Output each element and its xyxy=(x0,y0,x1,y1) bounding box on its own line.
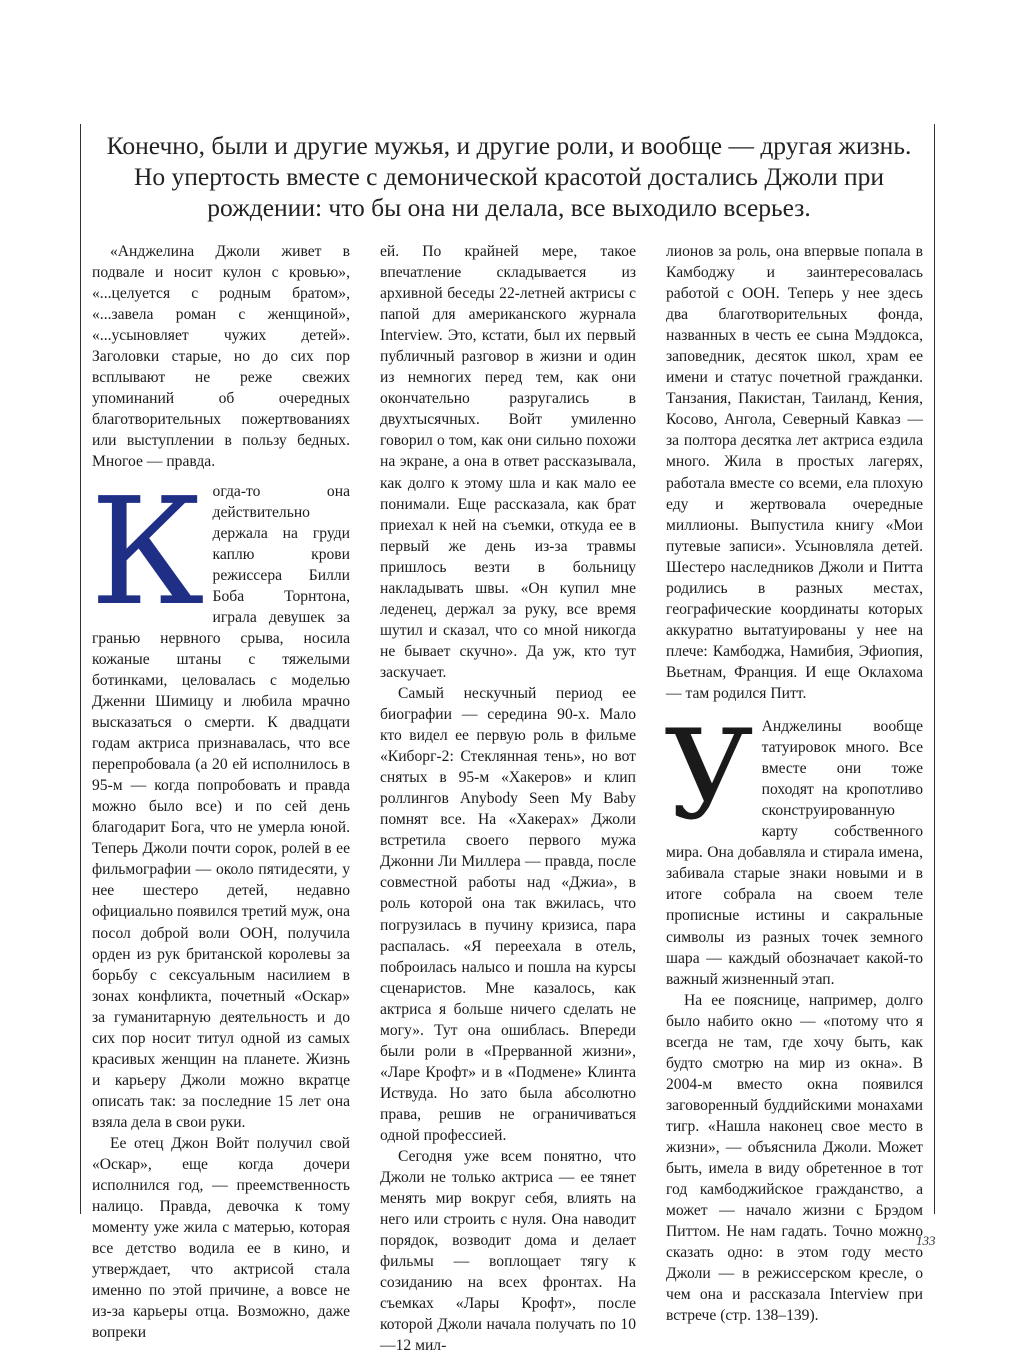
drop-cap: К xyxy=(90,465,205,638)
paragraph-with-drop-cap xyxy=(664,704,923,990)
paragraph: Сегодня уже всем понятно, что Джоли не только актриса — ее тянет менять мир вокруг себя, влиять на него или строить с нуля. Она наводит порядок, возводит дома и делает фильмы — воплощает тягу к созиданию на всех фронтах. На съемках «Лары Крофт», после которой Джоли начала получать по 10—12 мил- xyxy=(380,1148,636,1355)
paragraph-with-drop-cap xyxy=(90,465,350,1133)
drop-cap: У xyxy=(664,704,754,849)
paragraph: ей. По крайней мере, такое впечатление складывается из архивной беседы 22-летней актрисы с папой для американского журнала Interview. Это, кстати, был их первый публичный разговор в жизни и один из немногих перед тем, как они окончательно разругались в двухтысячных. Войт умиленно говорил о том, как они сильно похожи на экране, а она в ответ рассказывала, как долго к этому шла и как мало ее понимали. Еще рассказала, как брат приехал к ней на съемки, откуда ее в первый же день из-за травмы пришлось везти в больницу накладывать швы. «Он купил мне леденец, держал за руку, все время шутил и сказал, что со мной никогда не бывает скучно». Да уж, кто тут заскучает. xyxy=(380,243,636,681)
article-column-1 xyxy=(92,241,350,1343)
paragraph: Ее отец Джон Войт получил свой «Оскар», еще когда дочери исполнился год, — преемственность налицо. Правда, девочка к тому моменту уже жила с матерью, которая все детство водила ее в кино, и утверждает, что актрисой стала именно по этой причине, а вовсе не из-за карьеры отца. Возможно, даже вопреки xyxy=(92,1134,350,1342)
paragraph: На ее пояснице, например, долго было набито окно — «потому что я всегда не там, где хочу быть, как будто смотрю на мир из окна». В 2004-м вместо окна появился заговоренный буддийскими монахами тигр. «Нашла наконец свое место в жизни», — объяснила Джоли. Может быть, имела в виду обретенное в тот год камбоджийское гражданство, а может — начало жизни с Брэдом Питтом. Не нам гадать. Точно можно сказать одно: в этом году место Джоли — в режиссерском кресле, о чем она и рассказала Interview при встрече (стр. 138–139). xyxy=(666,991,923,1325)
paragraph: Самый нескучный период ее биографии — середина 90-х. Мало кто видел ее первую роль в фильме «Киборг-2: Стеклянная тень», но вот снятых в 95-м «Хакеров» и клип роллингов Anybody Seen My Baby помнят все. На «Хакерах» Джоли встретила своего первого мужа Джонни Ли Миллера — правда, после совместной работы над «Джиа», в роль которой она так вжилась, что погрузилась в пучину кризиса, пара распалась. «Я переехала в отель, поброилась налысо и пошла на курсы сценаристов. Мне казалось, как актриса я больше ничего сделать не могу». Тут она ошиблась. Впереди были роли в «Прерванной жизни», «Ларе Крофт» и в «Подмене» Клинта Иствуда. Но зато была абсолютно права, решив не ограничиваться одной профессией. xyxy=(380,684,636,1144)
pull-quote: Конечно, были и другие мужья, и другие роли, и вообще — другая жизнь. Но упертость вместе с демонической красотой достались Джоли при рождении: что бы она ни делала, все выходило всерьез. xyxy=(106,131,912,222)
paragraph-text: огда-то она действительно держала на груди каплю крови режиссера Билли Боба Торнтона, играла девушек за гранью нервного срыва, носила кожаные штаны с тяжелыми ботинками, целовалась с моделью Дженни Шимицу и любила мрачно высказаться о смерти. К двадцати годам актриса признавалась, что все перепробовала (а 20 ей исполнилось в 95-м — когда попробовать и правда можно было все) и по сей день благодарит Бога, что не умерла юной. Теперь Джоли почти сорок, ролей в ее фильмографии — около пятидесяти, у нее шестеро детей, недавно официально появился третий муж, она посол доброй воли ООН, получила орден из рук британской королевы за борьбу с сексуальным насилием в зонах конфликта, почетный «Оскар» за гуманитарную деятельность и до сих пор носит титул одной из самых красивых женщин на планете. Жизнь и карьеру Джоли можно вкратце описать так: за последние 15 лет она взяла дела в свои руки. xyxy=(92,482,350,1131)
left-column-rule xyxy=(80,124,81,1214)
paragraph: «Анджелина Джоли живет в подвале и носит кулон с кровью», «...целуется с родным братом», «...завела роман с женщиной», «...усыновляет чужих детей». Заголовки старые, но до сих пор всплывают не реже свежих упоминаний об очередных благотворительных пожертвованиях или выступлении в пользу бедных. Многое — правда. xyxy=(92,243,350,471)
article-column-2 xyxy=(380,241,636,1356)
paragraph: лионов за роль, она впервые попала в Камбоджу и заинтересовалась работой с ООН. Теперь у нее здесь два благотворительных фонда, названных в честь ее сына Мэддокса, заповедник, десяток школ, храм ее имени и статус почетной гражданки. Танзания, Пакистан, Таиланд, Кения, Косово, Ангола, Северный Кавказ — за полтора десятка лет актриса ездила много. Жила в простых лагерях, работала вместе со всеми, ела плохую еду и жертвовала очередные миллионы. Выпустила книгу «Мои путевые записи». Усыновляла детей. Шестеро наследников Джоли и Питта родились в разных местах, географические координаты которых аккуратно вытатуированы у нее на плече: Камбоджа, Намибия, Эфиопия, Вьетнам, Франция. И еще Оклахома — там родился Питт. xyxy=(666,243,923,702)
right-column-rule xyxy=(934,124,935,1214)
page-number: 133 xyxy=(916,1233,936,1248)
paragraph-text: Анджелины вообще татуировок много. Все вместе они тоже походят на кропотливо сконструированную карту собственного мира. Она добавляла и стирала имена, забивала старые знаки новыми и в итоге собрала на своем теле прописные истины и сакральные символы из разных точек земного шара — каждый обозначает какой-то важный жизненный этап. xyxy=(666,718,923,988)
article-column-3 xyxy=(666,241,923,1326)
